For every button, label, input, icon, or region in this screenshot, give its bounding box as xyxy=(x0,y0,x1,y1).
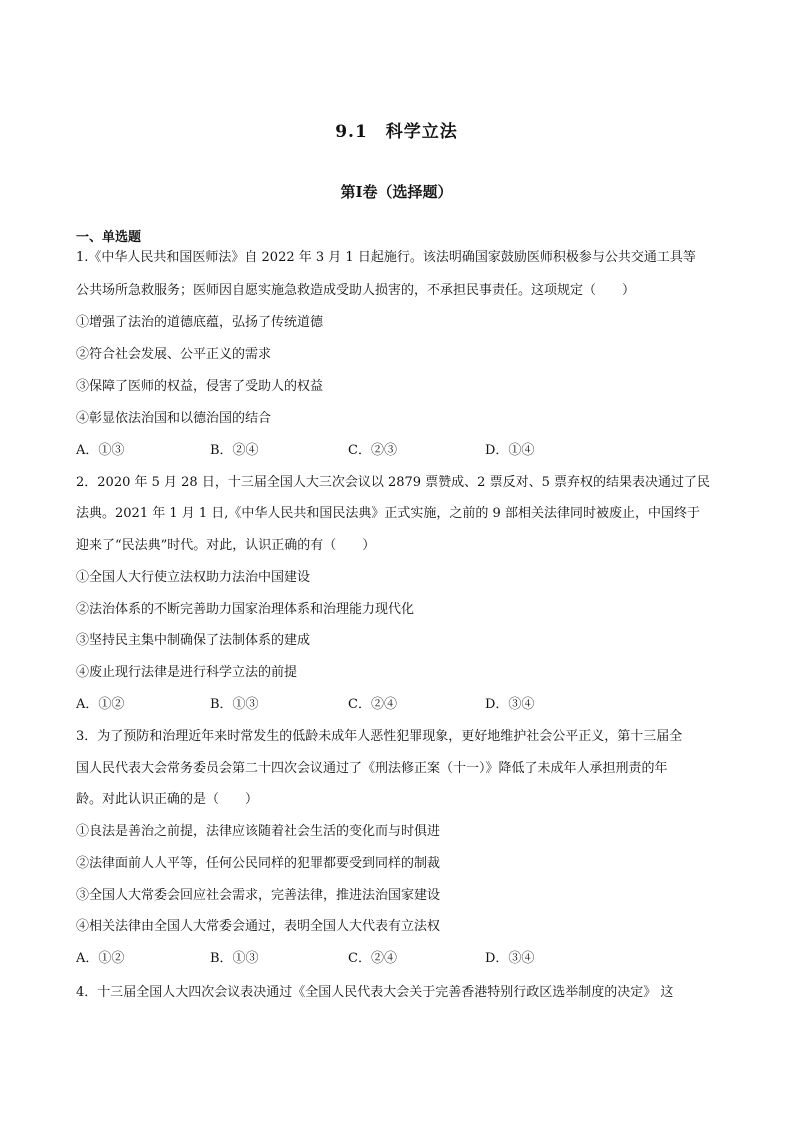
question-3-option-c: C．②④ xyxy=(348,951,397,966)
question-2-stem-line-2: 法典。2021 年 1 月 1 日,《中华人民共和国民法典》正式实施，之前的 9 部相关法律同时被废止，中国终于 xyxy=(76,506,700,521)
question-2-option-b: B．①③ xyxy=(210,697,259,712)
question-1-item-3: ③保障了医师的权益，侵害了受助人的权益 xyxy=(76,379,324,394)
question-3-stem-line-1: 3．为了预防和治理近年来时常发生的低龄未成年人恶性犯罪现象，更好地维护社会公平正义，第十三届全 xyxy=(76,729,683,744)
question-2-option-a: A．①② xyxy=(76,697,125,712)
question-3-option-d: D．③④ xyxy=(485,951,535,966)
question-3-option-b: B．①③ xyxy=(210,951,259,966)
volume-subtitle: 第I卷（选择题） xyxy=(340,183,453,201)
question-3-item-3: ③全国人大常委会回应社会需求，完善法律，推进法治国家建设 xyxy=(76,888,441,903)
question-1-option-a: A．①③ xyxy=(76,443,125,458)
question-3-stem-line-3: 龄。对此认识正确的是（ ） xyxy=(76,792,259,807)
question-3-item-4: ④相关法律由全国人大常委会通过，表明全国人大代表有立法权 xyxy=(76,919,441,934)
question-4-stem-line-1: 4．十三届全国人大四次会议表决通过《全国人民代表大会关于完善香港特别行政区选举制度的决定》 这 xyxy=(76,985,674,1000)
question-3-item-1: ①良法是善治之前提，法律应该随着社会生活的变化而与时俱进 xyxy=(76,824,441,839)
question-3-stem-line-2: 国人民代表大会常务委员会第二十四次会议通过了《刑法修正案（十一）》降低了未成年人承担刑责的年 xyxy=(76,761,668,776)
question-2-item-4: ④废止现行法律是进行科学立法的前提 xyxy=(76,665,298,680)
question-1-stem-line-1: 1.《中华人民共和国医师法》自 2022 年 3 月 1 日起施行。该法明确国家鼓励医师积极参与公共交通工具等 xyxy=(76,250,696,265)
question-1-option-c: C．②③ xyxy=(348,443,397,458)
question-3-item-2: ②法律面前人人平等，任何公民同样的犯罪都要受到同样的制裁 xyxy=(76,856,441,871)
question-1-item-1: ①增强了法治的道德底蕴，弘扬了传统道德 xyxy=(76,315,324,330)
question-2-option-c: C．②④ xyxy=(348,697,397,712)
question-1-option-b: B．②④ xyxy=(210,443,259,458)
question-2-option-d: D．③④ xyxy=(485,697,535,712)
page-title: 9.1 科学立法 xyxy=(335,122,458,142)
question-3-option-a: A．①② xyxy=(76,951,125,966)
section-heading: 一、单选题 xyxy=(76,230,142,245)
question-2-stem-line-1: 2．2020 年 5 月 28 日，十三届全国人大三次会议以 2879 票赞成、2 票反对、5 票弃权的结果表决通过了民 xyxy=(76,475,710,490)
question-2-item-3: ③坚持民主集中制确保了法制体系的建成 xyxy=(76,633,311,648)
question-2-item-2: ②法治体系的不断完善助力国家治理体系和治理能力现代化 xyxy=(76,602,415,617)
question-1-option-d: D．①④ xyxy=(485,443,535,458)
question-1-stem-line-2: 公共场所急救服务；医师因自愿实施急救造成受助人损害的，不承担民事责任。这项规定（ ） xyxy=(76,283,636,298)
question-2-item-1: ①全国人大行使立法权助力法治中国建设 xyxy=(76,570,311,585)
question-1-item-4: ④彰显依法治国和以德治国的结合 xyxy=(76,411,272,426)
question-1-item-2: ②符合社会发展、公平正义的需求 xyxy=(76,347,272,362)
question-2-stem-line-3: 迎来了“民法典”时代。对此，认识正确的有（ ） xyxy=(76,538,376,553)
